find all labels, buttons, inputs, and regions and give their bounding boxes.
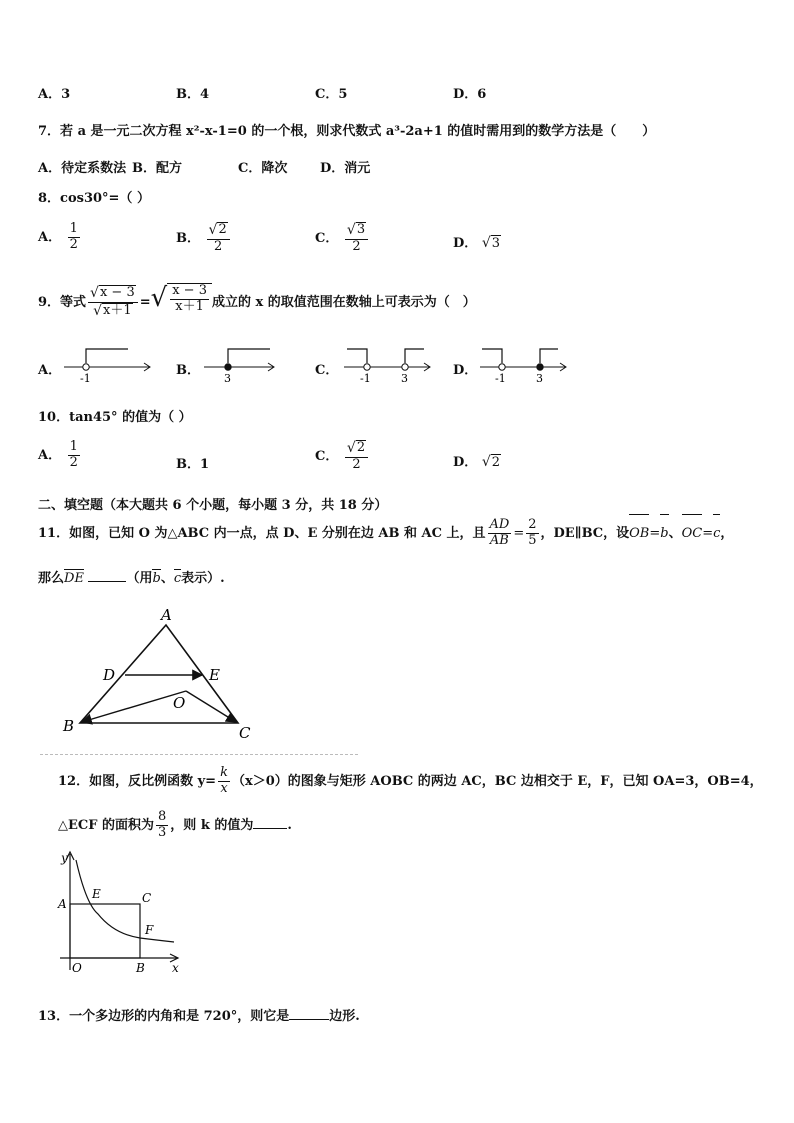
q9-option-c-numberline (342, 345, 437, 385)
q7-stem: 7．若 a 是一元二次方程 x²-x-1=0 的一个根，则求代数式 a³-2a+1 的值时需用到的数学方法是（ ） (38, 124, 656, 139)
label-c: C (142, 891, 152, 905)
q6-option-c: C．5 (315, 87, 348, 102)
q10-d-val: 2 (491, 455, 501, 470)
q9-c-tick-3: 3 (401, 372, 408, 385)
q9-option-a-numberline (62, 345, 162, 385)
q13-answer-blank[interactable] (289, 1019, 329, 1020)
vector-oc (186, 691, 236, 722)
q8-c-fraction: √ 3 2 (345, 222, 368, 255)
q12-area-fraction (156, 810, 168, 841)
q11-ratio (488, 518, 512, 549)
hyperbola-curve (76, 860, 174, 942)
q12-line1 (58, 762, 763, 802)
q9-option-b-numberline (202, 345, 282, 385)
label-o: O (173, 694, 186, 712)
label-e: E (209, 666, 220, 684)
label-c: C (239, 724, 251, 742)
label-o: O (72, 961, 82, 975)
q13-stem (38, 1005, 360, 1024)
q9-option-a-label: A． (38, 363, 62, 378)
q7-option-c: C．降次 (238, 161, 288, 176)
q11-eq-c: = (702, 526, 714, 541)
q8-b-num: 2 (218, 222, 227, 237)
q8-d-val: 3 (491, 236, 501, 251)
q11-line1 (38, 516, 733, 552)
q9-sqrt-right: √ $\frac{x - 3}{x+1}$ (151, 283, 212, 315)
q11-vector-ob: OB (629, 516, 649, 552)
q10-c-den: 2 (352, 456, 361, 472)
q12-function-fraction (218, 766, 230, 797)
q10-stem: 10．tan45° 的值为（ ） (38, 410, 192, 425)
q11-value-den: 5 (528, 533, 537, 548)
q8-a-num: 1 (69, 221, 78, 236)
q11-ratio-num: AD (489, 517, 510, 533)
q11-vector-c: c (713, 516, 720, 552)
q8-b-fraction: √ 2 2 (207, 222, 230, 255)
q8-option-a (38, 222, 82, 253)
q11-part1: 11．如图，已知 O 为△ABC 内一点，点 D、E 分别在边 AB 和 AC 上，且 (38, 526, 486, 541)
q9-den2: x＋1 (175, 298, 204, 314)
q8-a-den: 2 (69, 236, 78, 252)
q10-c-fraction: √ 2 2 (345, 440, 368, 473)
q8-a-label: A． (38, 229, 62, 245)
q10-option-a (38, 440, 82, 471)
q9-a-tick: -1 (80, 372, 91, 385)
q9-option-c-label: C． (315, 363, 339, 378)
label-y: y (61, 851, 68, 865)
q11-line2-start: 那么 (38, 571, 65, 586)
q8-c-num: 3 (356, 222, 366, 237)
label-x: x (172, 961, 179, 975)
vector-ob (82, 691, 186, 722)
q11-line2-mid: （用 (126, 571, 153, 586)
rectangle-aobc (70, 904, 140, 958)
label-f: F (145, 923, 154, 937)
q11-part2: ，DE∥BC，设 (540, 526, 630, 541)
q10-option-d: D． √ 2 (453, 454, 501, 470)
q11-eq-b: = (649, 526, 661, 541)
q11-vector-de: DE (64, 571, 84, 586)
q6-option-a: A．3 (38, 87, 71, 102)
q8-b-label: B． (176, 230, 200, 246)
q11-vector-b: b (660, 516, 668, 552)
q12-line2 (58, 808, 292, 844)
q11-value-num: 2 (528, 517, 537, 533)
q9-b-tick: 3 (224, 372, 231, 385)
q12-k: k (220, 765, 228, 781)
q12-part1: 12．如图，反比例函数 y= (58, 774, 217, 789)
q7-option-a: A．待定系数法 (38, 161, 127, 176)
q9-c-tick-neg1: -1 (360, 372, 371, 385)
q8-stem: 8．cos30°=（ ） (38, 191, 150, 206)
q10-c-num: 2 (356, 440, 366, 455)
q11-line2 (38, 567, 225, 586)
q12-line2-b: ，则 k 的值为 (170, 818, 254, 833)
q13-after: 边形. (329, 1009, 360, 1024)
label-a: A (58, 897, 67, 911)
q12-area-den: 3 (158, 825, 167, 840)
q10-a-den: 2 (69, 454, 78, 470)
q12-graph-figure (52, 848, 192, 978)
q10-option-c (315, 440, 370, 473)
q10-a-label: A． (38, 447, 62, 463)
q8-b-den: 2 (213, 238, 223, 254)
q11-line2-end: 表示）. (181, 571, 225, 586)
label-b: B (63, 717, 75, 735)
label-a: A (161, 606, 172, 624)
q8-c-den: 2 (352, 238, 361, 254)
q10-option-b: B．1 (176, 457, 210, 472)
q11-answer-blank[interactable] (88, 581, 126, 582)
q11-triangle-figure (55, 605, 270, 745)
divider-line (40, 754, 358, 755)
q10-a-fraction (68, 440, 80, 471)
q12-line2-end: . (287, 818, 292, 833)
q9-fraction-left: √ x − 3 √ x＋1 (88, 285, 138, 320)
q8-option-c (315, 222, 370, 255)
q11-line2-c: c (173, 571, 182, 586)
q10-c-label: C． (315, 448, 339, 464)
q9-num2: x − 3 (172, 283, 207, 298)
q9-equals: = (139, 295, 151, 310)
q8-d-label: D． (453, 236, 478, 251)
q12-x: x (220, 781, 228, 796)
q9-suffix: 成立的 x 的取值范围在数轴上可表示为（ ） (211, 295, 476, 310)
q8-option-d: D． √ 3 (453, 235, 501, 251)
q7-option-b: B．配方 (132, 161, 182, 176)
q6-option-b: B．4 (176, 87, 210, 102)
label-d: D (103, 666, 116, 684)
q11-vector-oc: OC (682, 516, 703, 552)
q9-d-tick-3: 3 (536, 372, 543, 385)
q11-comma: 、 (668, 526, 682, 541)
q7-option-d: D．消元 (320, 161, 371, 176)
q13-before: 13．一个多边形的内角和是 720°，则它是 (38, 1009, 290, 1024)
q9-d-tick-neg1: -1 (495, 372, 506, 385)
q9-prefix: 9．等式 (38, 295, 87, 310)
q12-answer-blank[interactable] (253, 828, 287, 829)
section-title: 二、填空题（本大题共 6 个小题，每小题 3 分，共 18 分） (38, 498, 388, 513)
q10-a-num: 1 (69, 439, 78, 454)
q8-option-b (176, 222, 232, 255)
q9-stem (38, 283, 476, 320)
q9-den1: x＋1 (103, 303, 132, 318)
q11-equals: = (513, 526, 525, 541)
q12-part2: （x＞0）的图象与矩形 AOBC 的两边 AC，BC 边相交于 E，F，已知 OA=3，OB=4， (231, 774, 763, 789)
q8-c-label: C． (315, 230, 339, 246)
q11-line2-b: b (152, 571, 161, 586)
q9-option-d-label: D． (453, 363, 478, 378)
label-b: B (136, 961, 145, 975)
q11-line2-sep: 、 (160, 571, 174, 586)
q11-ratio-den: AB (489, 533, 509, 548)
q11-value (526, 518, 538, 549)
label-e: E (92, 887, 101, 901)
q11-end: ， (720, 526, 734, 541)
q12-line2-a: △ECF 的面积为 (58, 818, 155, 833)
q9-option-d-numberline (478, 345, 573, 385)
q12-area-num: 8 (158, 809, 167, 825)
q9-num1: x − 3 (99, 285, 135, 301)
q9-option-b-label: B． (176, 363, 200, 378)
q8-a-fraction (68, 222, 80, 253)
q10-d-label: D． (453, 455, 478, 470)
q6-option-d: D．6 (453, 87, 487, 102)
